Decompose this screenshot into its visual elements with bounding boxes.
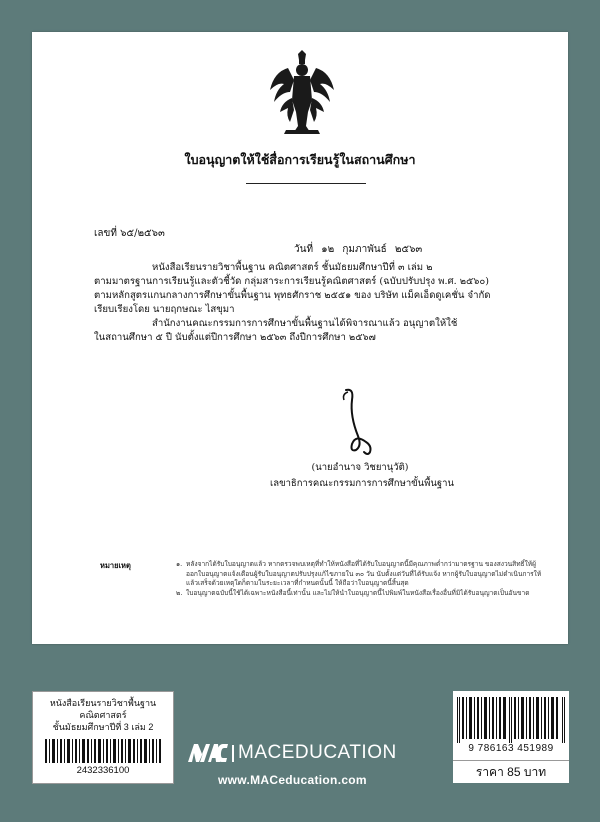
license-document [32, 32, 568, 644]
note-item [176, 560, 542, 589]
body-paragraph-2 [94, 317, 504, 345]
book-subject-line: ชั้นมัธยมศึกษาปีที่ 3 เล่ม 2 [52, 722, 154, 732]
paragraph-line: ตามมาตรฐานการเรียนรู้และตัวชี้วัด กลุ่มสาระการเรียนรู้คณิตศาสตร์ (ฉบับปรับปรุง พ.ศ. ๒๕๖๐) [94, 276, 489, 287]
isbn-barcode-icon [457, 697, 565, 743]
signature-icon [328, 386, 388, 456]
publisher-name: MACEDUCATION [238, 742, 397, 763]
book-subject-line: หนังสือเรียนรายวิชาพื้นฐาน [49, 698, 157, 708]
note-number: ๒. [176, 588, 183, 597]
publisher-website[interactable]: www.MACeducation.com [218, 773, 367, 787]
document-number: เลขที่ ๖๕/๒๕๖๓ [94, 228, 165, 239]
book-info-box [32, 691, 174, 784]
isbn-box [453, 691, 569, 783]
document-date: วันที่ ๑๒ กุมภาพันธ์ ๒๕๖๓ [294, 244, 423, 255]
paragraph-line: หนังสือเรียนรายวิชาพื้นฐาน คณิตศาสตร์ ชั้นมัธยมศึกษาปีที่ ๓ เล่ม ๒ [152, 262, 433, 273]
document-title: ใบอนุญาตให้ใช้สื่อการเรียนรู้ในสถานศึกษา [184, 152, 416, 167]
signer-name: (นายอำนาจ วิชยานุวัติ) [311, 462, 409, 473]
logo-separator [232, 745, 234, 762]
paragraph-line: ตามหลักสูตรแกนกลางการศึกษาขั้นพื้นฐาน พุทธศักราช ๒๕๕๑ ของ บริษัท แม็คเอ็ดดูเคชั่น จำกัด [94, 290, 491, 301]
paragraph-line: สำนักงานคณะกรรมการการศึกษาขั้นพื้นฐานได้พิจารณาแล้ว อนุญาตให้ใช้ [152, 318, 458, 329]
body-paragraph-1 [94, 261, 504, 317]
barcode-icon [45, 739, 161, 763]
paragraph-line: เรียบเรียงโดย นายฤกษณะ ไสขุมา [94, 304, 235, 315]
book-subject-line: คณิตศาสตร์ [79, 710, 127, 720]
paragraph-line: ในสถานศึกษา ๕ ปี นับตั้งแต่ปีการศึกษา ๒๕๖๓ ถึงปีการศึกษา ๒๕๖๗ [94, 332, 376, 343]
barcode-number: 2432336100 [76, 765, 130, 776]
garuda-emblem-icon [268, 50, 336, 136]
book-price: ราคา 85 บาท [453, 760, 569, 782]
note-item [176, 589, 542, 599]
note-text: หลังจากได้รับใบอนุญาตแล้ว หากตรวจพบเหตุที่ทำให้หนังสือที่ได้รับใบอนุญาตนี้มีคุณภาพต่ำกว่ามาตรฐาน ของสงวนสิทธิ์ให้ผู้ออกใบอนุญาตแจ้งเตือนผู้รับใบอนุญาตปรับปรุงแก้ไขภายใน ๓๐ วัน นับตั้งแต่วันที่ได้รับแจ้ง หากผู้รับใบอนุญาตไม่ดำเนินการให้แล้วเสร็จด้วยเหตุใดก็ตามในระยะเวลาที่กำหนดนั้นนี้ ให้ถือว่าใบอนุญาตนี้สิ้นสุด [186, 560, 542, 587]
title-underline [246, 183, 366, 184]
note-number: ๑. [176, 560, 183, 568]
mac-logo-icon [188, 744, 228, 762]
signer-title: เลขาธิการคณะกรรมการการศึกษาขั้นพื้นฐาน [270, 478, 454, 489]
notes-list [176, 560, 542, 598]
isbn-number: 9 786163 451989 [468, 743, 554, 754]
note-text: ใบอนุญาตฉบับนี้ใช้ได้เฉพาะหนังสือนี้เท่านั้น และไม่ให้นำใบอนุญาตนี้ไปพิมพ์ในหนังสือเรื่องอื่นที่มิได้รับอนุญาตเป็นอันขาด [186, 588, 530, 597]
notes-label: หมายเหตุ [100, 561, 131, 570]
